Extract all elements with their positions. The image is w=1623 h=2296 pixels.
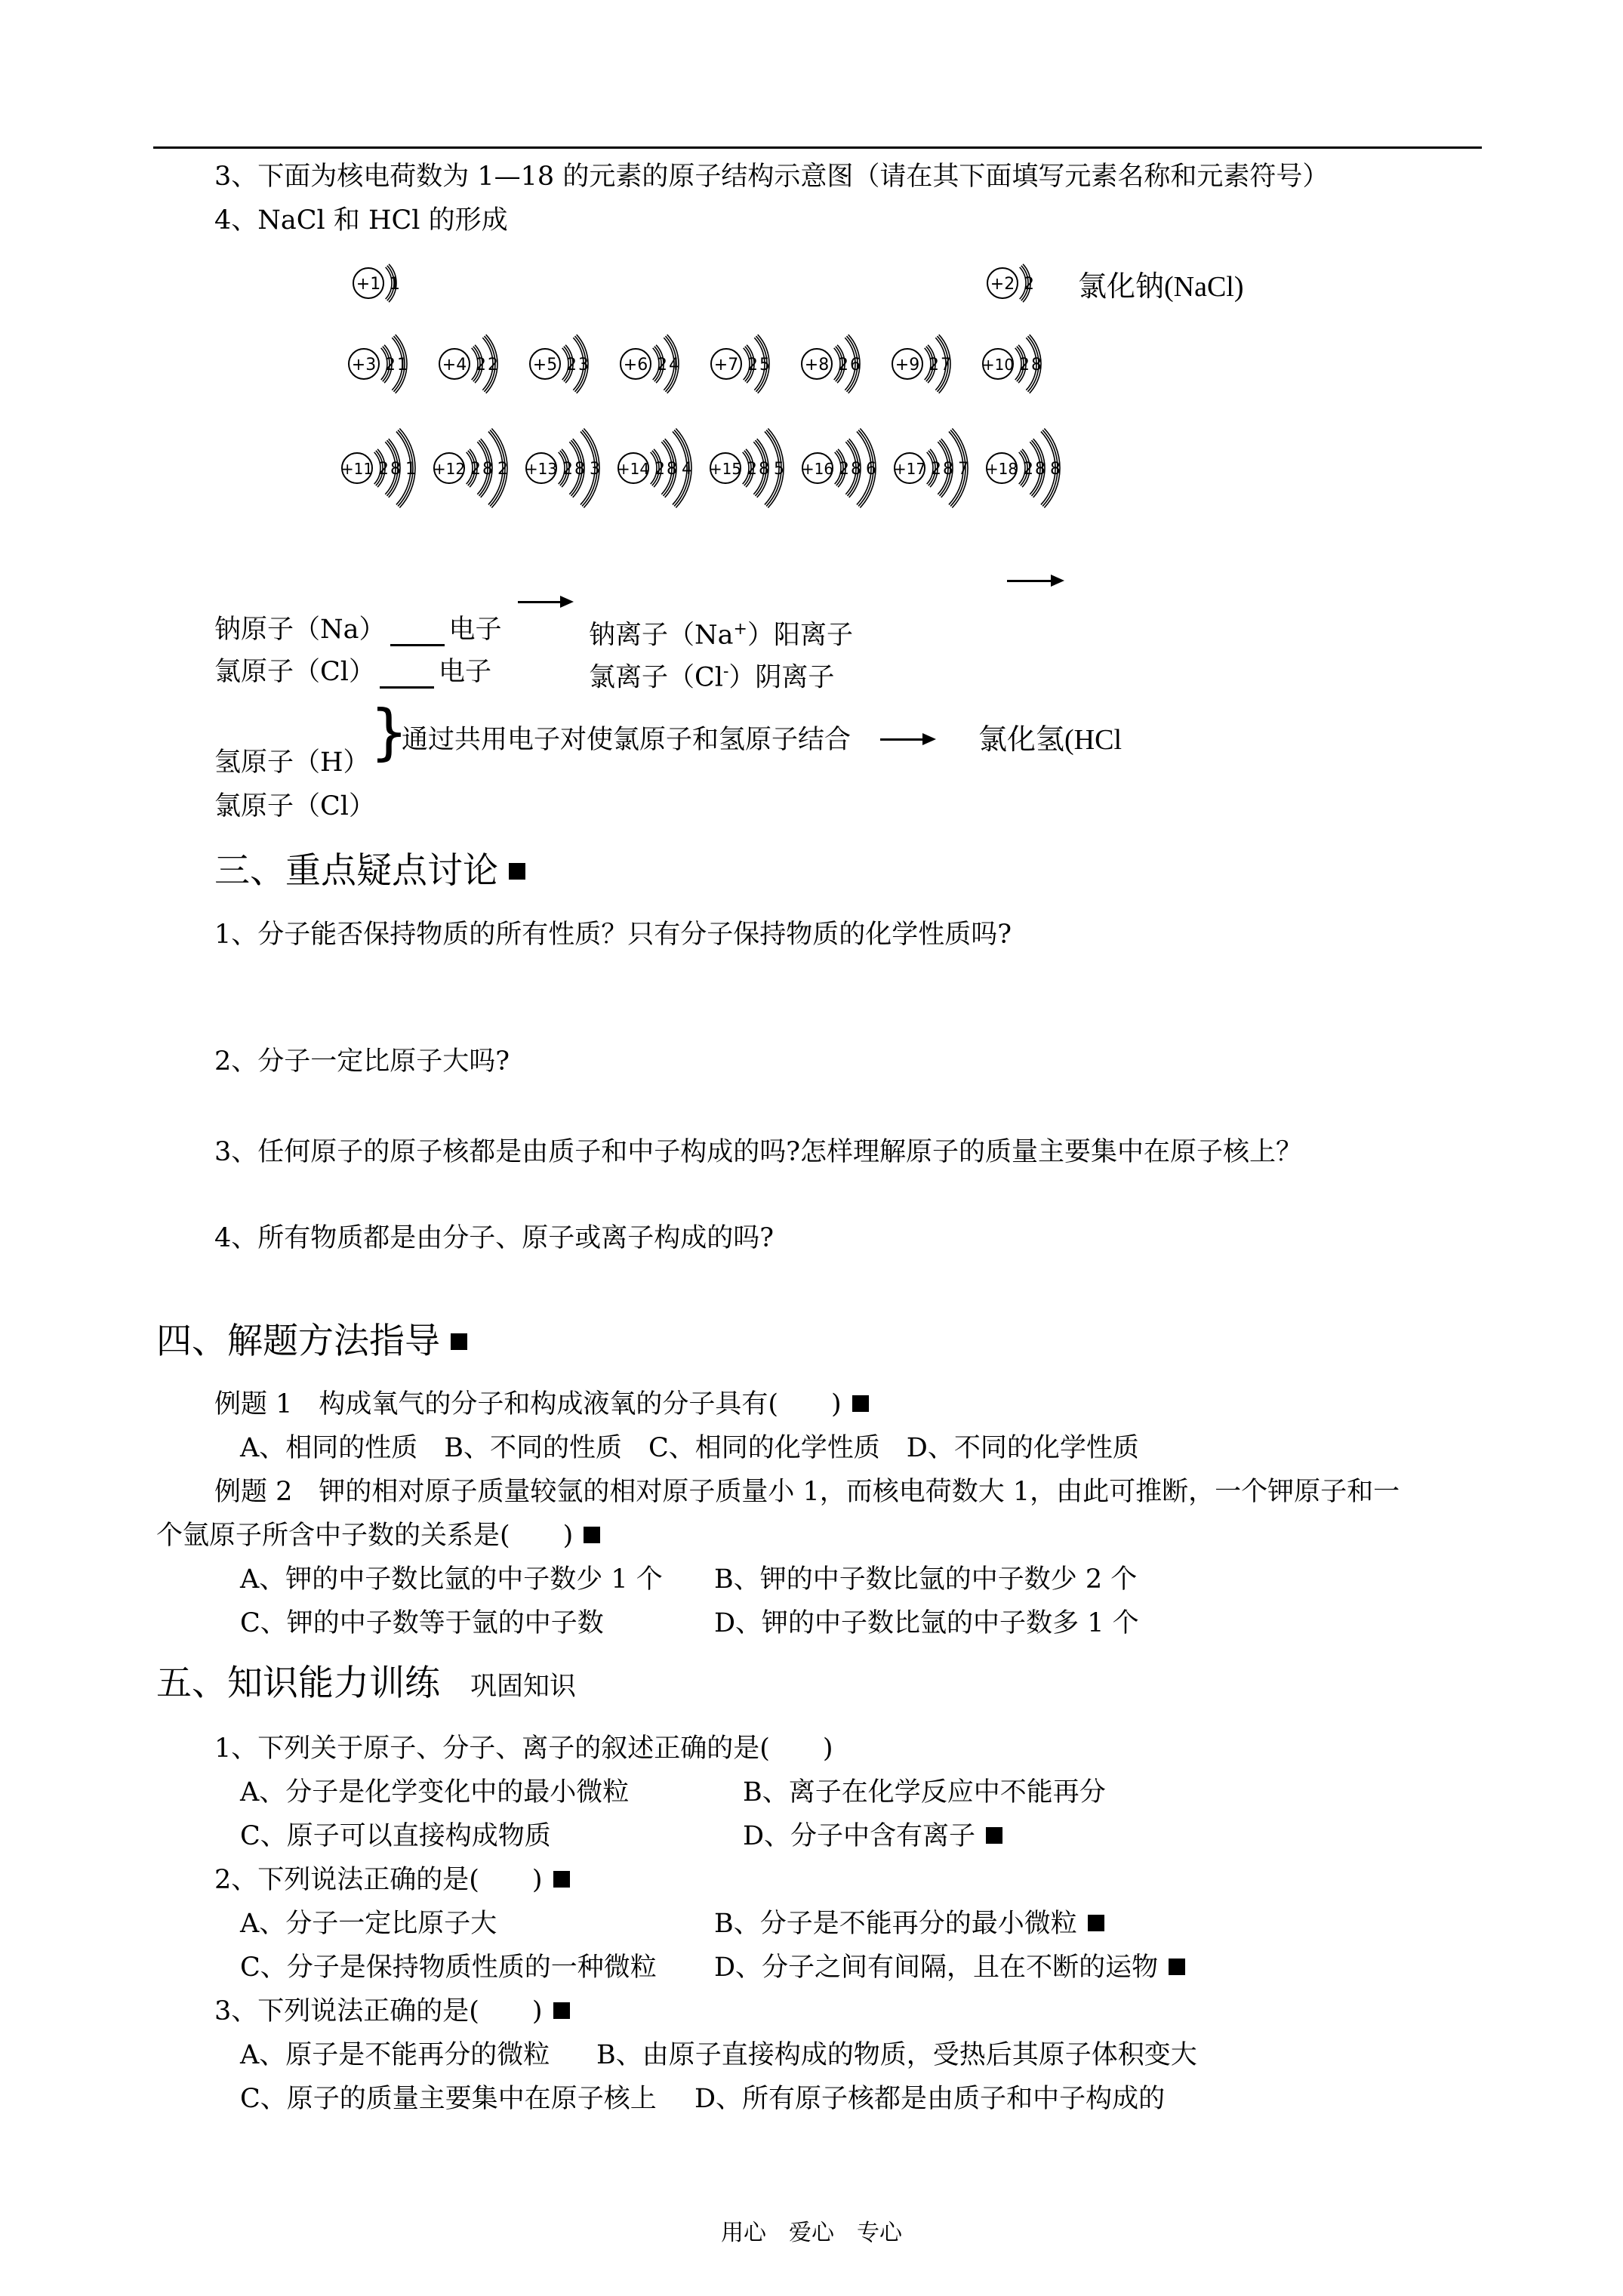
shell-electron-count: 6 xyxy=(850,356,861,374)
shell-electron-count: 5 xyxy=(774,460,784,479)
chloride-ion: 氯离子（Cl xyxy=(589,662,723,693)
shell-electron-count: 8 xyxy=(1050,460,1061,479)
exercise-2-option-b-text: B、分子是不能再分的最小微粒 xyxy=(714,1909,1077,1939)
shell-electron-count: 8 xyxy=(574,460,585,479)
nucleus-charge-label: +1 xyxy=(356,275,381,294)
section-4-title xyxy=(156,1321,467,1363)
shell-electron-count: 2 xyxy=(476,356,486,374)
square-marker-icon xyxy=(1169,1959,1185,1975)
example-2-option-a: A、钾的中子数比氩的中子数少 1 个 xyxy=(240,1564,663,1595)
example-2-option-b: B、钾的中子数比氩的中子数少 2 个 xyxy=(714,1564,1138,1595)
sodium-atom: 钠原子（Na） xyxy=(214,615,386,645)
nucleus-charge-label: +5 xyxy=(532,356,558,374)
exercise-3-option-c: C、原子的质量主要集中在原子核上 xyxy=(240,2084,657,2114)
arrow-right-top xyxy=(1007,580,1061,582)
shell-electron-count: 2 xyxy=(385,356,396,374)
electron-blank-na[interactable] xyxy=(390,621,445,646)
exercise-3-option-b: B、由原子直接构成的物质，受热后其原子体积变大 xyxy=(596,2040,1197,2070)
square-marker-icon xyxy=(553,2002,570,2019)
shell-electron-count: 2 xyxy=(1023,460,1033,479)
shell-electron-count: 2 xyxy=(566,356,577,374)
example-2-option-d: D、钾的中子数比氩的中子数多 1 个 xyxy=(714,1608,1139,1638)
shell-electron-count: 2 xyxy=(1024,275,1034,294)
nucleus-charge-label: +13 xyxy=(525,460,558,478)
discussion-q4: 4、所有物质都是由分子、原子或离子构成的吗? xyxy=(214,1223,775,1253)
shell-electron-count: 6 xyxy=(866,460,876,479)
nucleus-charge-label: +18 xyxy=(985,460,1018,478)
shell-electron-count: 3 xyxy=(578,356,589,374)
shell-electron-count: 2 xyxy=(929,356,939,374)
square-marker-icon xyxy=(584,1527,600,1543)
exercise-1: 1、下列关于原子、分子、离子的叙述正确的是( ) xyxy=(214,1734,833,1764)
question-4-formation: 4、NaCl 和 HCl 的形成 xyxy=(214,205,508,236)
chlorine-atom: 氯原子（Cl） xyxy=(214,657,375,687)
nucleus-charge-label: +15 xyxy=(709,460,742,478)
example-1 xyxy=(214,1388,869,1421)
shared-pair-text: 通过共用电子对使氯原子和氢原子结合 xyxy=(402,725,852,755)
exercise-1-option-d-text: D、分子中含有离子 xyxy=(743,1821,976,1851)
anion-label: ）阴离子 xyxy=(728,662,835,693)
exercise-3-option-a: A、原子是不能再分的微粒 xyxy=(240,2040,550,2070)
cation-label: ）阳离子 xyxy=(747,620,853,651)
chloride-ion-charge: - xyxy=(722,662,729,681)
shell-electron-count: 8 xyxy=(390,460,401,479)
shell-electron-count: 8 xyxy=(482,460,493,479)
exercise-2-option-b xyxy=(714,1907,1104,1940)
shell-electron-count: 2 xyxy=(378,460,389,479)
sodium-ion-charge: + xyxy=(733,620,747,639)
nucleus-charge-label: +12 xyxy=(433,460,466,478)
shell-electron-count: 2 xyxy=(657,356,667,374)
nucleus-charge-label: +2 xyxy=(990,275,1015,294)
section-5-title-text: 五、知识能力训练 xyxy=(156,1663,440,1704)
exercise-2 xyxy=(214,1863,570,1897)
shell-electron-count: 3 xyxy=(590,460,600,479)
arrow-right-na xyxy=(518,601,571,603)
example-2-option-c: C、钾的中子数等于氩的中子数 xyxy=(240,1608,604,1638)
nucleus-charge-label: +8 xyxy=(804,356,830,374)
discussion-q3: 3、任何原子的原子核都是由质子和中子构成的吗?怎样理解原子的质量主要集中在原子核上？ xyxy=(214,1137,1303,1167)
shell-electron-count: 8 xyxy=(1035,460,1046,479)
electron-label-na: 电子 xyxy=(448,615,502,645)
section-3-title-text: 三、重点疑点讨论 xyxy=(214,850,498,892)
page-footer: 用心 爱心 专心 xyxy=(721,2220,902,2246)
nacl-product-label: 氯化钠(NaCl) xyxy=(1078,271,1244,303)
square-marker-icon xyxy=(986,1827,1002,1844)
shell-electron-count: 2 xyxy=(654,460,665,479)
section-5-subtitle: 巩固知识 xyxy=(470,1672,577,1702)
nucleus-charge-label: +3 xyxy=(351,356,377,374)
sodium-atom-line xyxy=(214,613,502,646)
nucleus-charge-label: +9 xyxy=(895,356,920,374)
exercise-2-option-d xyxy=(714,1951,1185,1984)
nucleus-charge-label: +7 xyxy=(713,356,739,374)
shell-electron-count: 2 xyxy=(839,460,849,479)
shell-electron-count: 2 xyxy=(470,460,481,479)
exercise-2-option-c: C、分子是保持物质性质的一种微粒 xyxy=(240,1952,657,1983)
square-marker-icon xyxy=(852,1395,869,1412)
example-1-text: 例题 1 构成氧气的分子和构成液氧的分子具有( ) xyxy=(214,1389,842,1419)
sodium-ion: 钠离子（Na xyxy=(589,620,734,651)
hcl-product-label: 氯化氢(HCl xyxy=(978,724,1123,756)
shell-electron-count: 4 xyxy=(682,460,692,479)
chlorine-atom-2: 氯原子（Cl） xyxy=(214,791,375,821)
section-3-title xyxy=(214,850,525,892)
header-rule xyxy=(153,146,1482,149)
exercise-1-option-b: B、离子在化学反应中不能再分 xyxy=(743,1777,1106,1808)
nucleus-charge-label: +14 xyxy=(617,460,650,478)
question-3-atom-diagram: 3、下面为核电荷数为 1—18 的元素的原子结构示意图（请在其下面填写元素名称和元素符号） xyxy=(214,162,1329,192)
discussion-q2: 2、分子一定比原子大吗? xyxy=(214,1046,510,1077)
square-marker-icon xyxy=(509,863,525,880)
chlorine-atom-line xyxy=(214,655,491,689)
right-brace: } xyxy=(370,697,408,767)
shell-electron-count: 2 xyxy=(562,460,573,479)
exercise-1-option-c: C、原子可以直接构成物质 xyxy=(240,1821,551,1851)
nucleus-charge-label: +16 xyxy=(801,460,834,478)
example-1-options: A、相同的性质 B、不同的性质 C、相同的化学性质 D、不同的化学性质 xyxy=(240,1433,1139,1463)
nucleus-charge-label: +17 xyxy=(893,460,926,478)
exercise-2-option-a: A、分子一定比原子大 xyxy=(240,1909,497,1939)
shell-electron-count: 2 xyxy=(931,460,941,479)
hydrogen-atom: 氢原子（H） xyxy=(214,747,370,778)
exercise-1-option-d xyxy=(743,1820,1002,1853)
exercise-3 xyxy=(214,1995,570,2028)
square-marker-icon xyxy=(553,1871,570,1888)
exercise-1-option-a: A、分子是化学变化中的最小微粒 xyxy=(240,1777,630,1808)
nucleus-charge-label: +4 xyxy=(442,356,467,374)
shell-electron-count: 1 xyxy=(397,356,408,374)
shell-electron-count: 8 xyxy=(667,460,677,479)
example-2-line-2 xyxy=(156,1519,600,1552)
section-4-title-text: 四、解题方法指导 xyxy=(156,1321,440,1362)
electron-label-cl: 电子 xyxy=(438,657,491,687)
shell-electron-count: 7 xyxy=(958,460,969,479)
shell-electron-count: 4 xyxy=(669,356,679,374)
shell-electron-count: 8 xyxy=(851,460,861,479)
shell-electron-count: 2 xyxy=(497,460,508,479)
shell-electron-count: 8 xyxy=(759,460,769,479)
nucleus-charge-label: +10 xyxy=(981,356,1015,374)
example-2-line-2-text: 个氩原子所含中子数的关系是( ) xyxy=(156,1521,574,1551)
square-marker-icon xyxy=(451,1333,467,1350)
square-marker-icon xyxy=(1088,1915,1104,1931)
shell-electron-count: 5 xyxy=(759,356,770,374)
atom-diagram-3-8 xyxy=(985,419,1098,517)
shell-electron-count: 2 xyxy=(838,356,848,374)
electron-blank-cl[interactable] xyxy=(380,664,434,689)
exercise-2-option-d-text: D、分子之间有间隔，且在不断的运物 xyxy=(714,1952,1159,1983)
shell-electron-count: 8 xyxy=(943,460,953,479)
sodium-ion-line xyxy=(589,613,853,652)
shell-electron-count: 1 xyxy=(405,460,416,479)
shell-electron-count: 2 xyxy=(747,356,758,374)
shell-electron-count: 8 xyxy=(1031,356,1042,374)
nucleus-charge-label: +11 xyxy=(340,460,374,478)
shell-electron-count: 7 xyxy=(941,356,951,374)
shell-electron-count: 1 xyxy=(390,275,400,294)
shell-electron-count: 2 xyxy=(1019,356,1030,374)
nucleus-charge-label: +6 xyxy=(623,356,648,374)
shell-electron-count: 2 xyxy=(747,460,757,479)
discussion-q1: 1、分子能否保持物质的所有性质？只有分子保持物质的化学性质吗? xyxy=(214,920,1012,950)
exercise-3-text: 3、下列说法正确的是( ) xyxy=(214,1996,543,2026)
example-2-line-1: 例题 2 钾的相对原子质量较氩的相对原子质量小 1，而核电荷数大 1，由此可推断，一个钾原子和一 xyxy=(214,1477,1400,1507)
exercise-2-text: 2、下列说法正确的是( ) xyxy=(214,1865,543,1895)
section-5-title xyxy=(156,1663,576,1705)
shell-electron-count: 2 xyxy=(488,356,498,374)
chloride-ion-line xyxy=(589,655,834,695)
atom-diagram-2-8 xyxy=(981,315,1095,413)
arrow-right-hcl xyxy=(880,738,933,741)
exercise-3-option-d: D、所有原子核都是由质子和中子构成的 xyxy=(694,2084,1166,2114)
